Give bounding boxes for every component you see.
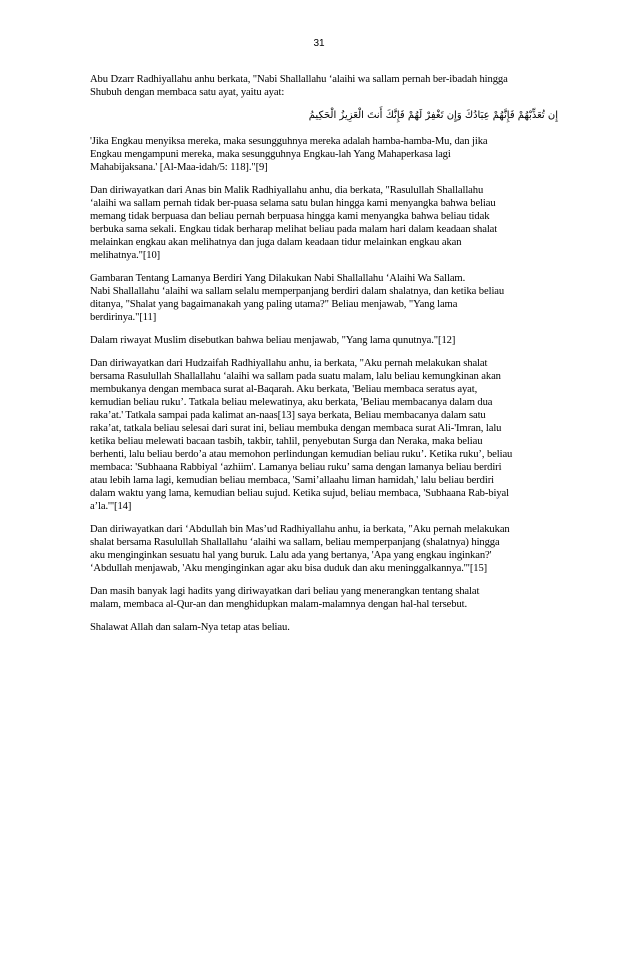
text-line: ‘Abdullah menjawab, 'Aku menginginkan agar aku bisa duduk dan aku meninggalkannya.'"[15] [90,563,488,574]
paragraph-abu-dzarr [90,73,598,99]
text-line: Dan diriwayatkan dari Hudzaifah Radhiyallahu anhu, ia berkata, "Aku pernah melakukan shalat [90,358,488,369]
text-line: a’la.'"[14] [90,501,132,512]
paragraph-arabic-verse [90,109,598,123]
text-line: ketika beliau melewati bacaan tasbih, takbir, tahlil, penyebutan Surga dan Neraka, maka beliau [90,436,483,447]
text-line: raka’at, tatkala beliau selesai dari surat ini, beliau membuka dengan membaca surat Ali-'Imran, lalu [90,423,502,434]
text-line: kemudian beliau ruku’. Tatkala beliau melewatinya, aku berkata, 'Beliau membacanya dalam dua [90,397,493,408]
text-line: 'Jika Engkau menyiksa mereka, maka sesungguhnya mereka adalah hamba-hamba-Mu, dan jika [90,136,488,147]
text-line: Abu Dzarr Radhiyallahu anhu berkata, "Nabi Shallallahu ‘alaihi wa sallam pernah ber-ibadah hingga [90,74,508,85]
paragraph-anas [90,184,598,262]
text-line: bersama Rasulullah Shallallahu ‘alaihi wa sallam pada suatu malam, lalu beliau kemungkinan akan [90,371,501,382]
paragraph-muslim [90,334,598,347]
text-line: malam, membaca al-Qur-an dan menghidupkan malam-malamnya dengan hal-hal tersebut. [90,599,468,610]
paragraph-translation [90,135,598,174]
text-line: ditanya, "Shalat yang bagaimanakah yang paling utama?" Beliau menjawab, "Yang lama [90,299,458,310]
text-line: aku menginginkan sesuatu hal yang buruk. Lalu ada yang bertanya, 'Apa yang engkau inginkan?' [90,550,492,561]
text-line: melihatnya."[10] [90,250,161,261]
text-line: memang tidak berpuasa dan beliau pernah berpuasa hingga kami menyangka bahwa beliau tidak [90,211,490,222]
text-line: berbuka sama sekali. Engkau tidak berharap melihat beliau pada malam hari dalam keadaan shalat [90,224,498,235]
text-line: berhenti, lalu beliau berdo’a atau memohon perlindungan kemudian beliau ruku’. Ketika ruku’, beliau [90,449,513,460]
page-number: 31 [313,38,325,49]
text-line: Shalawat Allah dan salam-Nya tetap atas beliau. [90,622,290,633]
text-line: berdirinya."[11] [90,312,157,323]
text-line: Dan masih banyak lagi hadits yang diriwayatkan dari beliau yang menerangkan tentang shalat [90,586,480,597]
text-line: Dalam riwayat Muslim disebutkan bahwa beliau menjawab, "Yang lama qunutnya."[12] [90,335,456,346]
text-line: membaca: 'Subhaana Rabbiyal ‘azhiim'. Lamanya beliau ruku’ sama dengan lamanya beliau berdiri [90,462,502,473]
text-line: membukanya dengan membaca surat al-Baqarah. Aku berkata, 'Beliau membaca seratus ayat, [90,384,478,395]
text-line: Shubuh dengan membaca satu ayat, yaitu ayat: [90,87,285,98]
text-line: shalat bersama Rasulullah Shallallahu ‘alaihi wa sallam, beliau memperpanjang (shalatnya) hingga [90,537,500,548]
text-line: atau lebih lama lagi, kemudian beliau membaca, 'Sami’allaahu liman hamidah,' lalu beliau berdiri [90,475,494,486]
text-line: Mahabijaksana.' [Al-Maa-idah/5: 118]."[9] [90,162,268,173]
paragraph-abdullah [90,523,598,575]
text-line: ‘alaihi wa sallam pernah tidak ber-puasa selama satu bulan hingga kami menyangka bahwa beliau [90,198,496,209]
text-line: Dan diriwayatkan dari Anas bin Malik Radhiyallahu anhu, dia berkata, "Rasulullah Shallallahu [90,185,484,196]
text-line: Dan diriwayatkan dari ‘Abdullah bin Mas’ud Radhiyallahu anhu, ia berkata, "Aku pernah melakukan [90,524,510,535]
text-line: melainkan engkau akan melihatnya dan juga dalam keadaan tidur melainkan engkau akan [90,237,462,248]
text-line: dalam waktu yang lama, kemudian beliau sujud. Ketika sujud, beliau membaca, 'Subhaana Rab-biyal [90,488,509,499]
paragraph-masih-banyak [90,585,598,611]
paragraph-hudzaifah [90,357,598,513]
text-line: Nabi Shallallahu ‘alaihi wa sallam selalu memperpanjang berdiri dalam shalatnya, dan ketika beliau [90,286,505,297]
text-line: إِن تُعَذِّبْهُمْ فَإِنَّهُمْ عِبَادُكَ وَإِن تَغْفِرْ لَهُمْ فَإِنَّكَ أَنتَ الْعَزِيزُ الْحَكِيمُ [308,110,558,121]
paragraph-gambaran [90,272,598,324]
paragraph-shalawat [90,621,598,634]
text-line: Gambaran Tentang Lamanya Berdiri Yang Dilakukan Nabi Shallallahu ‘Alaihi Wa Sallam. [90,273,466,284]
text-line: raka’at.' Tatkala sampai pada kalimat an-naas[13] saya berkata, Beliau membacanya dalam satu [90,410,486,421]
text-line: Engkau mengampuni mereka, maka sesungguhnya Engkau-lah Yang Mahaperkasa lagi [90,149,451,160]
document-body [90,73,598,644]
